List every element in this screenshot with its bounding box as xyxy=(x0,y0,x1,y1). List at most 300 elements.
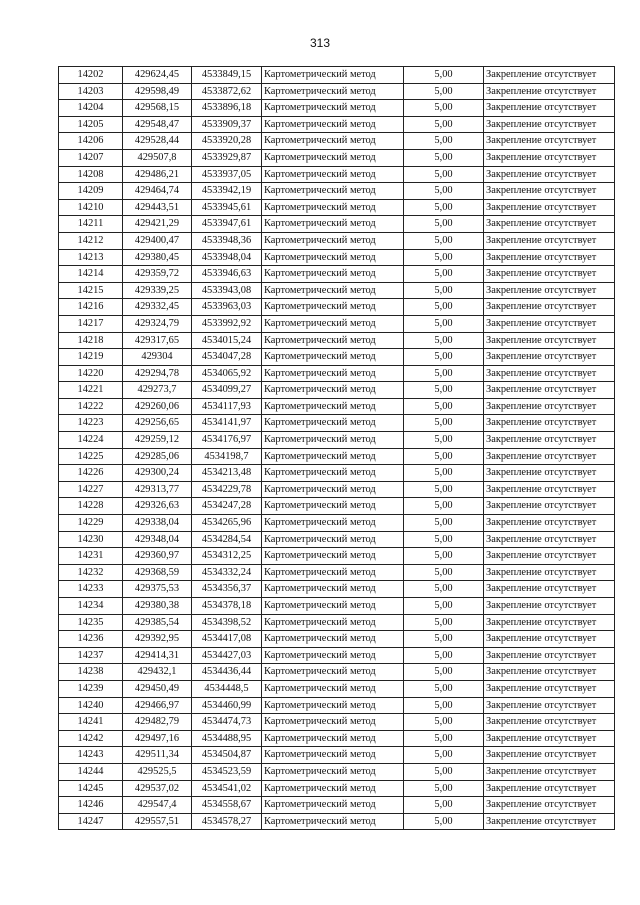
point-number-cell: 14246 xyxy=(59,797,123,814)
method-cell: Картометрический метод xyxy=(262,614,404,631)
point-number-cell: 14210 xyxy=(59,199,123,216)
fixation-description-cell: Закрепление отсутствует xyxy=(484,498,615,515)
method-cell: Картометрический метод xyxy=(262,299,404,316)
fixation-description-cell: Закрепление отсутствует xyxy=(484,813,615,830)
x-coordinate-cell: 429294,78 xyxy=(123,365,192,382)
point-number-cell: 14247 xyxy=(59,813,123,830)
x-coordinate-cell: 429324,79 xyxy=(123,315,192,332)
accuracy-cell: 5,00 xyxy=(404,581,484,598)
point-number-cell: 14206 xyxy=(59,133,123,150)
method-cell: Картометрический метод xyxy=(262,166,404,183)
fixation-description-cell: Закрепление отсутствует xyxy=(484,548,615,565)
y-coordinate-cell: 4534417,08 xyxy=(192,631,262,648)
fixation-description-cell: Закрепление отсутствует xyxy=(484,332,615,349)
x-coordinate-cell: 429568,15 xyxy=(123,100,192,117)
method-cell: Картометрический метод xyxy=(262,100,404,117)
method-cell: Картометрический метод xyxy=(262,714,404,731)
point-number-cell: 14242 xyxy=(59,730,123,747)
fixation-description-cell: Закрепление отсутствует xyxy=(484,448,615,465)
table-row xyxy=(59,448,615,465)
method-cell: Картометрический метод xyxy=(262,83,404,100)
point-number-cell: 14214 xyxy=(59,266,123,283)
point-number-cell: 14229 xyxy=(59,515,123,532)
point-number-cell: 14233 xyxy=(59,581,123,598)
x-coordinate-cell: 429528,44 xyxy=(123,133,192,150)
accuracy-cell: 5,00 xyxy=(404,763,484,780)
y-coordinate-cell: 4533909,37 xyxy=(192,116,262,133)
fixation-description-cell: Закрепление отсутствует xyxy=(484,183,615,200)
fixation-description-cell: Закрепление отсутствует xyxy=(484,664,615,681)
accuracy-cell: 5,00 xyxy=(404,548,484,565)
y-coordinate-cell: 4534558,67 xyxy=(192,797,262,814)
table-row xyxy=(59,564,615,581)
table-row xyxy=(59,680,615,697)
coordinates-table xyxy=(58,66,615,830)
page-number: 313 xyxy=(309,36,331,50)
x-coordinate-cell: 429375,53 xyxy=(123,581,192,598)
y-coordinate-cell: 4534099,27 xyxy=(192,382,262,399)
fixation-description-cell: Закрепление отсутствует xyxy=(484,747,615,764)
table-row xyxy=(59,730,615,747)
point-number-cell: 14204 xyxy=(59,100,123,117)
x-coordinate-cell: 429392,95 xyxy=(123,631,192,648)
fixation-description-cell: Закрепление отсутствует xyxy=(484,382,615,399)
table-row xyxy=(59,232,615,249)
fixation-description-cell: Закрепление отсутствует xyxy=(484,116,615,133)
table-row xyxy=(59,382,615,399)
method-cell: Картометрический метод xyxy=(262,797,404,814)
x-coordinate-cell: 429497,16 xyxy=(123,730,192,747)
method-cell: Картометрический метод xyxy=(262,365,404,382)
x-coordinate-cell: 429380,38 xyxy=(123,598,192,615)
accuracy-cell: 5,00 xyxy=(404,149,484,166)
y-coordinate-cell: 4534523,59 xyxy=(192,763,262,780)
y-coordinate-cell: 4534141,97 xyxy=(192,415,262,432)
accuracy-cell: 5,00 xyxy=(404,232,484,249)
table-row xyxy=(59,149,615,166)
table-row xyxy=(59,481,615,498)
table-row xyxy=(59,216,615,233)
y-coordinate-cell: 4534460,99 xyxy=(192,697,262,714)
point-number-cell: 14211 xyxy=(59,216,123,233)
table-row xyxy=(59,415,615,432)
y-coordinate-cell: 4534312,25 xyxy=(192,548,262,565)
fixation-description-cell: Закрепление отсутствует xyxy=(484,697,615,714)
accuracy-cell: 5,00 xyxy=(404,83,484,100)
x-coordinate-cell: 429482,79 xyxy=(123,714,192,731)
table-row xyxy=(59,747,615,764)
x-coordinate-cell: 429332,45 xyxy=(123,299,192,316)
y-coordinate-cell: 4534117,93 xyxy=(192,398,262,415)
point-number-cell: 14238 xyxy=(59,664,123,681)
table-row xyxy=(59,598,615,615)
point-number-cell: 14220 xyxy=(59,365,123,382)
fixation-description-cell: Закрепление отсутствует xyxy=(484,780,615,797)
coordinates-table-body xyxy=(59,67,615,830)
x-coordinate-cell: 429432,1 xyxy=(123,664,192,681)
fixation-description-cell: Закрепление отсутствует xyxy=(484,515,615,532)
point-number-cell: 14230 xyxy=(59,531,123,548)
method-cell: Картометрический метод xyxy=(262,697,404,714)
table-row xyxy=(59,67,615,84)
fixation-description-cell: Закрепление отсутствует xyxy=(484,581,615,598)
point-number-cell: 14243 xyxy=(59,747,123,764)
y-coordinate-cell: 4533992,92 xyxy=(192,315,262,332)
fixation-description-cell: Закрепление отсутствует xyxy=(484,730,615,747)
point-number-cell: 14240 xyxy=(59,697,123,714)
table-row xyxy=(59,647,615,664)
table-row xyxy=(59,315,615,332)
fixation-description-cell: Закрепление отсутствует xyxy=(484,349,615,366)
fixation-description-cell: Закрепление отсутствует xyxy=(484,763,615,780)
y-coordinate-cell: 4533943,08 xyxy=(192,282,262,299)
fixation-description-cell: Закрепление отсутствует xyxy=(484,680,615,697)
point-number-cell: 14239 xyxy=(59,680,123,697)
point-number-cell: 14237 xyxy=(59,647,123,664)
point-number-cell: 14218 xyxy=(59,332,123,349)
method-cell: Картометрический метод xyxy=(262,249,404,266)
fixation-description-cell: Закрепление отсутствует xyxy=(484,83,615,100)
point-number-cell: 14221 xyxy=(59,382,123,399)
table-row xyxy=(59,398,615,415)
accuracy-cell: 5,00 xyxy=(404,216,484,233)
method-cell: Картометрический метод xyxy=(262,448,404,465)
method-cell: Картометрический метод xyxy=(262,531,404,548)
point-number-cell: 14222 xyxy=(59,398,123,415)
x-coordinate-cell: 429380,45 xyxy=(123,249,192,266)
accuracy-cell: 5,00 xyxy=(404,498,484,515)
accuracy-cell: 5,00 xyxy=(404,249,484,266)
method-cell: Картометрический метод xyxy=(262,315,404,332)
table-row xyxy=(59,332,615,349)
point-number-cell: 14217 xyxy=(59,315,123,332)
table-row xyxy=(59,349,615,366)
method-cell: Картометрический метод xyxy=(262,282,404,299)
method-cell: Картометрический метод xyxy=(262,647,404,664)
method-cell: Картометрический метод xyxy=(262,813,404,830)
fixation-description-cell: Закрепление отсутствует xyxy=(484,564,615,581)
y-coordinate-cell: 4534378,18 xyxy=(192,598,262,615)
method-cell: Картометрический метод xyxy=(262,564,404,581)
y-coordinate-cell: 4534474,73 xyxy=(192,714,262,731)
x-coordinate-cell: 429547,4 xyxy=(123,797,192,814)
method-cell: Картометрический метод xyxy=(262,398,404,415)
x-coordinate-cell: 429313,77 xyxy=(123,481,192,498)
point-number-cell: 14241 xyxy=(59,714,123,731)
method-cell: Картометрический метод xyxy=(262,332,404,349)
table-row xyxy=(59,531,615,548)
y-coordinate-cell: 4533963,03 xyxy=(192,299,262,316)
accuracy-cell: 5,00 xyxy=(404,465,484,482)
accuracy-cell: 5,00 xyxy=(404,664,484,681)
x-coordinate-cell: 429598,49 xyxy=(123,83,192,100)
fixation-description-cell: Закрепление отсутствует xyxy=(484,232,615,249)
point-number-cell: 14209 xyxy=(59,183,123,200)
x-coordinate-cell: 429260,06 xyxy=(123,398,192,415)
accuracy-cell: 5,00 xyxy=(404,747,484,764)
accuracy-cell: 5,00 xyxy=(404,266,484,283)
y-coordinate-cell: 4534541,02 xyxy=(192,780,262,797)
table-row xyxy=(59,465,615,482)
method-cell: Картометрический метод xyxy=(262,763,404,780)
accuracy-cell: 5,00 xyxy=(404,598,484,615)
y-coordinate-cell: 4533929,87 xyxy=(192,149,262,166)
method-cell: Картометрический метод xyxy=(262,664,404,681)
point-number-cell: 14213 xyxy=(59,249,123,266)
point-number-cell: 14205 xyxy=(59,116,123,133)
y-coordinate-cell: 4534047,28 xyxy=(192,349,262,366)
method-cell: Картометрический метод xyxy=(262,216,404,233)
table-row xyxy=(59,614,615,631)
fixation-description-cell: Закрепление отсутствует xyxy=(484,415,615,432)
x-coordinate-cell: 429421,29 xyxy=(123,216,192,233)
table-row xyxy=(59,299,615,316)
accuracy-cell: 5,00 xyxy=(404,481,484,498)
accuracy-cell: 5,00 xyxy=(404,332,484,349)
x-coordinate-cell: 429300,24 xyxy=(123,465,192,482)
accuracy-cell: 5,00 xyxy=(404,100,484,117)
x-coordinate-cell: 429326,63 xyxy=(123,498,192,515)
y-coordinate-cell: 4533948,04 xyxy=(192,249,262,266)
x-coordinate-cell: 429304 xyxy=(123,349,192,366)
y-coordinate-cell: 4533896,18 xyxy=(192,100,262,117)
accuracy-cell: 5,00 xyxy=(404,282,484,299)
accuracy-cell: 5,00 xyxy=(404,432,484,449)
accuracy-cell: 5,00 xyxy=(404,67,484,84)
y-coordinate-cell: 4534213,48 xyxy=(192,465,262,482)
x-coordinate-cell: 429450,49 xyxy=(123,680,192,697)
point-number-cell: 14215 xyxy=(59,282,123,299)
accuracy-cell: 5,00 xyxy=(404,448,484,465)
accuracy-cell: 5,00 xyxy=(404,199,484,216)
accuracy-cell: 5,00 xyxy=(404,714,484,731)
x-coordinate-cell: 429360,97 xyxy=(123,548,192,565)
fixation-description-cell: Закрепление отсутствует xyxy=(484,481,615,498)
accuracy-cell: 5,00 xyxy=(404,415,484,432)
fixation-description-cell: Закрепление отсутствует xyxy=(484,398,615,415)
x-coordinate-cell: 429338,04 xyxy=(123,515,192,532)
accuracy-cell: 5,00 xyxy=(404,365,484,382)
fixation-description-cell: Закрепление отсутствует xyxy=(484,299,615,316)
method-cell: Картометрический метод xyxy=(262,631,404,648)
method-cell: Картометрический метод xyxy=(262,515,404,532)
table-row xyxy=(59,498,615,515)
table-row xyxy=(59,266,615,283)
method-cell: Картометрический метод xyxy=(262,680,404,697)
method-cell: Картометрический метод xyxy=(262,133,404,150)
x-coordinate-cell: 429464,74 xyxy=(123,183,192,200)
table-row xyxy=(59,780,615,797)
y-coordinate-cell: 4534427,03 xyxy=(192,647,262,664)
y-coordinate-cell: 4534578,27 xyxy=(192,813,262,830)
y-coordinate-cell: 4534284,54 xyxy=(192,531,262,548)
fixation-description-cell: Закрепление отсутствует xyxy=(484,100,615,117)
y-coordinate-cell: 4534448,5 xyxy=(192,680,262,697)
table-row xyxy=(59,813,615,830)
table-row xyxy=(59,365,615,382)
y-coordinate-cell: 4533920,28 xyxy=(192,133,262,150)
y-coordinate-cell: 4534198,7 xyxy=(192,448,262,465)
x-coordinate-cell: 429486,21 xyxy=(123,166,192,183)
accuracy-cell: 5,00 xyxy=(404,631,484,648)
table-row xyxy=(59,664,615,681)
method-cell: Картометрический метод xyxy=(262,382,404,399)
x-coordinate-cell: 429368,59 xyxy=(123,564,192,581)
method-cell: Картометрический метод xyxy=(262,232,404,249)
table-row xyxy=(59,432,615,449)
table-row xyxy=(59,797,615,814)
y-coordinate-cell: 4534436,44 xyxy=(192,664,262,681)
accuracy-cell: 5,00 xyxy=(404,680,484,697)
fixation-description-cell: Закрепление отсутствует xyxy=(484,266,615,283)
accuracy-cell: 5,00 xyxy=(404,166,484,183)
method-cell: Картометрический метод xyxy=(262,67,404,84)
fixation-description-cell: Закрепление отсутствует xyxy=(484,315,615,332)
x-coordinate-cell: 429273,7 xyxy=(123,382,192,399)
x-coordinate-cell: 429443,51 xyxy=(123,199,192,216)
accuracy-cell: 5,00 xyxy=(404,116,484,133)
table-row xyxy=(59,183,615,200)
point-number-cell: 14236 xyxy=(59,631,123,648)
table-row xyxy=(59,199,615,216)
fixation-description-cell: Закрепление отсутствует xyxy=(484,631,615,648)
x-coordinate-cell: 429259,12 xyxy=(123,432,192,449)
fixation-description-cell: Закрепление отсутствует xyxy=(484,282,615,299)
table-row xyxy=(59,166,615,183)
x-coordinate-cell: 429339,25 xyxy=(123,282,192,299)
x-coordinate-cell: 429385,54 xyxy=(123,614,192,631)
method-cell: Картометрический метод xyxy=(262,349,404,366)
y-coordinate-cell: 4533849,15 xyxy=(192,67,262,84)
fixation-description-cell: Закрепление отсутствует xyxy=(484,67,615,84)
point-number-cell: 14227 xyxy=(59,481,123,498)
method-cell: Картометрический метод xyxy=(262,581,404,598)
method-cell: Картометрический метод xyxy=(262,730,404,747)
accuracy-cell: 5,00 xyxy=(404,382,484,399)
accuracy-cell: 5,00 xyxy=(404,564,484,581)
fixation-description-cell: Закрепление отсутствует xyxy=(484,216,615,233)
table-row xyxy=(59,631,615,648)
x-coordinate-cell: 429557,51 xyxy=(123,813,192,830)
y-coordinate-cell: 4534356,37 xyxy=(192,581,262,598)
point-number-cell: 14226 xyxy=(59,465,123,482)
point-number-cell: 14203 xyxy=(59,83,123,100)
y-coordinate-cell: 4534065,92 xyxy=(192,365,262,382)
fixation-description-cell: Закрепление отсутствует xyxy=(484,714,615,731)
method-cell: Картометрический метод xyxy=(262,149,404,166)
y-coordinate-cell: 4533946,63 xyxy=(192,266,262,283)
accuracy-cell: 5,00 xyxy=(404,697,484,714)
table-row xyxy=(59,83,615,100)
fixation-description-cell: Закрепление отсутствует xyxy=(484,199,615,216)
x-coordinate-cell: 429285,06 xyxy=(123,448,192,465)
fixation-description-cell: Закрепление отсутствует xyxy=(484,149,615,166)
y-coordinate-cell: 4533948,36 xyxy=(192,232,262,249)
table-row xyxy=(59,714,615,731)
y-coordinate-cell: 4534015,24 xyxy=(192,332,262,349)
fixation-description-cell: Закрепление отсутствует xyxy=(484,166,615,183)
x-coordinate-cell: 429359,72 xyxy=(123,266,192,283)
point-number-cell: 14219 xyxy=(59,349,123,366)
accuracy-cell: 5,00 xyxy=(404,647,484,664)
point-number-cell: 14245 xyxy=(59,780,123,797)
y-coordinate-cell: 4533942,19 xyxy=(192,183,262,200)
point-number-cell: 14208 xyxy=(59,166,123,183)
y-coordinate-cell: 4533937,05 xyxy=(192,166,262,183)
accuracy-cell: 5,00 xyxy=(404,797,484,814)
y-coordinate-cell: 4534398,52 xyxy=(192,614,262,631)
x-coordinate-cell: 429256,65 xyxy=(123,415,192,432)
y-coordinate-cell: 4534504,87 xyxy=(192,747,262,764)
table-row xyxy=(59,515,615,532)
table-row xyxy=(59,581,615,598)
fixation-description-cell: Закрепление отсутствует xyxy=(484,249,615,266)
fixation-description-cell: Закрепление отсутствует xyxy=(484,531,615,548)
y-coordinate-cell: 4533945,61 xyxy=(192,199,262,216)
x-coordinate-cell: 429511,34 xyxy=(123,747,192,764)
method-cell: Картометрический метод xyxy=(262,465,404,482)
method-cell: Картометрический метод xyxy=(262,780,404,797)
y-coordinate-cell: 4534265,96 xyxy=(192,515,262,532)
y-coordinate-cell: 4533872,62 xyxy=(192,83,262,100)
accuracy-cell: 5,00 xyxy=(404,349,484,366)
x-coordinate-cell: 429414,31 xyxy=(123,647,192,664)
y-coordinate-cell: 4534176,97 xyxy=(192,432,262,449)
fixation-description-cell: Закрепление отсутствует xyxy=(484,432,615,449)
x-coordinate-cell: 429317,65 xyxy=(123,332,192,349)
y-coordinate-cell: 4534332,24 xyxy=(192,564,262,581)
point-number-cell: 14231 xyxy=(59,548,123,565)
table-row xyxy=(59,100,615,117)
accuracy-cell: 5,00 xyxy=(404,133,484,150)
point-number-cell: 14234 xyxy=(59,598,123,615)
point-number-cell: 14212 xyxy=(59,232,123,249)
accuracy-cell: 5,00 xyxy=(404,780,484,797)
x-coordinate-cell: 429624,45 xyxy=(123,67,192,84)
x-coordinate-cell: 429400,47 xyxy=(123,232,192,249)
y-coordinate-cell: 4533947,61 xyxy=(192,216,262,233)
fixation-description-cell: Закрепление отсутствует xyxy=(484,365,615,382)
accuracy-cell: 5,00 xyxy=(404,315,484,332)
accuracy-cell: 5,00 xyxy=(404,730,484,747)
point-number-cell: 14225 xyxy=(59,448,123,465)
table-row xyxy=(59,282,615,299)
accuracy-cell: 5,00 xyxy=(404,614,484,631)
table-row xyxy=(59,697,615,714)
point-number-cell: 14207 xyxy=(59,149,123,166)
point-number-cell: 14202 xyxy=(59,67,123,84)
method-cell: Картометрический метод xyxy=(262,116,404,133)
table-row xyxy=(59,763,615,780)
y-coordinate-cell: 4534488,95 xyxy=(192,730,262,747)
x-coordinate-cell: 429466,97 xyxy=(123,697,192,714)
point-number-cell: 14228 xyxy=(59,498,123,515)
point-number-cell: 14244 xyxy=(59,763,123,780)
table-row xyxy=(59,116,615,133)
x-coordinate-cell: 429537,02 xyxy=(123,780,192,797)
fixation-description-cell: Закрепление отсутствует xyxy=(484,598,615,615)
method-cell: Картометрический метод xyxy=(262,415,404,432)
accuracy-cell: 5,00 xyxy=(404,515,484,532)
method-cell: Картометрический метод xyxy=(262,498,404,515)
y-coordinate-cell: 4534247,28 xyxy=(192,498,262,515)
x-coordinate-cell: 429507,8 xyxy=(123,149,192,166)
fixation-description-cell: Закрепление отсутствует xyxy=(484,133,615,150)
accuracy-cell: 5,00 xyxy=(404,813,484,830)
fixation-description-cell: Закрепление отсутствует xyxy=(484,647,615,664)
point-number-cell: 14216 xyxy=(59,299,123,316)
accuracy-cell: 5,00 xyxy=(404,183,484,200)
